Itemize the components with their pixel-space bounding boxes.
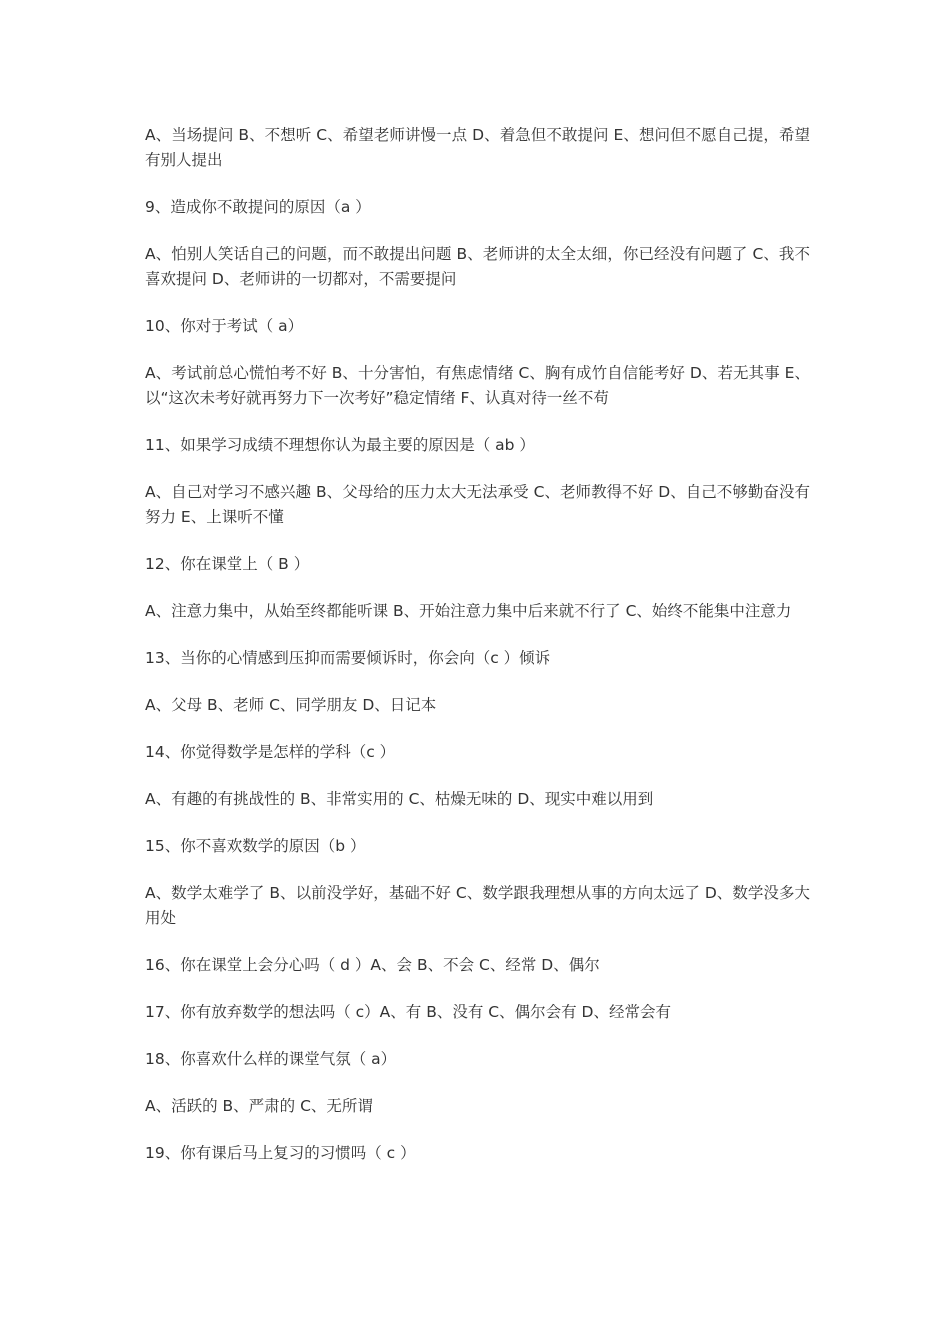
- question-19: 19、你有课后马上复习的习惯吗（ c ）: [145, 1144, 416, 1162]
- question-15: 15、你不喜欢数学的原因（b ）: [145, 837, 366, 855]
- question-12: 12、你在课堂上（ B ）: [145, 555, 310, 573]
- options-q14: A、有趣的有挑战性的 B、非常实用的 C、枯燥无味的 D、现实中难以用到: [145, 790, 654, 808]
- options-q11: A、自己对学习不感兴趣 B、父母给的压力太大无法承受 C、老师教得不好 D、自己不够勤奋没有努力 E、上课听不懂: [145, 483, 810, 526]
- question-13: 13、当你的心情感到压抑而需要倾诉时，你会向（c ）倾诉: [145, 649, 551, 667]
- options-q18: A、活跃的 B、严肃的 C、无所谓: [145, 1097, 373, 1115]
- question-17: 17、你有放弃数学的想法吗（ c）A、有 B、没有 C、偶尔会有 D、经常会有: [145, 1003, 671, 1021]
- options-q10: A、考试前总心慌怕考不好 B、十分害怕，有焦虑情绪 C、胸有成竹自信能考好 D、若无其事 E、以“这次未考好就再努力下一次考好”稳定情绪 F、认真对待一丝不苟: [145, 364, 810, 407]
- options-q15: A、数学太难学了 B、以前没学好，基础不好 C、数学跟我理想从事的方向太远了 D、数学没多大用处: [145, 884, 810, 927]
- question-18: 18、你喜欢什么样的课堂气氛（ a）: [145, 1050, 397, 1068]
- question-16: 16、你在课堂上会分心吗（ d ）A、会 B、不会 C、经常 D、偶尔: [145, 956, 600, 974]
- question-10: 10、你对于考试（ a）: [145, 317, 304, 335]
- question-11: 11、如果学习成绩不理想你认为最主要的原因是（ ab ）: [145, 436, 535, 454]
- options-q12: A、注意力集中，从始至终都能听课 B、开始注意力集中后来就不行了 C、始终不能集中注意力: [145, 602, 792, 620]
- options-q9: A、怕别人笑话自己的问题，而不敢提出问题 B、老师讲的太全太细，你已经没有问题了 C、我不喜欢提问 D、老师讲的一切都对，不需要提问: [145, 245, 810, 288]
- options-q13: A、父母 B、老师 C、同学朋友 D、日记本: [145, 696, 437, 714]
- question-9: 9、造成你不敢提问的原因（a ）: [145, 198, 371, 216]
- document-body: [145, 123, 810, 1188]
- question-14: 14、你觉得数学是怎样的学科（c ）: [145, 743, 396, 761]
- options-q8: A、当场提问 B、不想听 C、希望老师讲慢一点 D、着急但不敢提问 E、想问但不愿自己提，希望有别人提出: [145, 126, 810, 169]
